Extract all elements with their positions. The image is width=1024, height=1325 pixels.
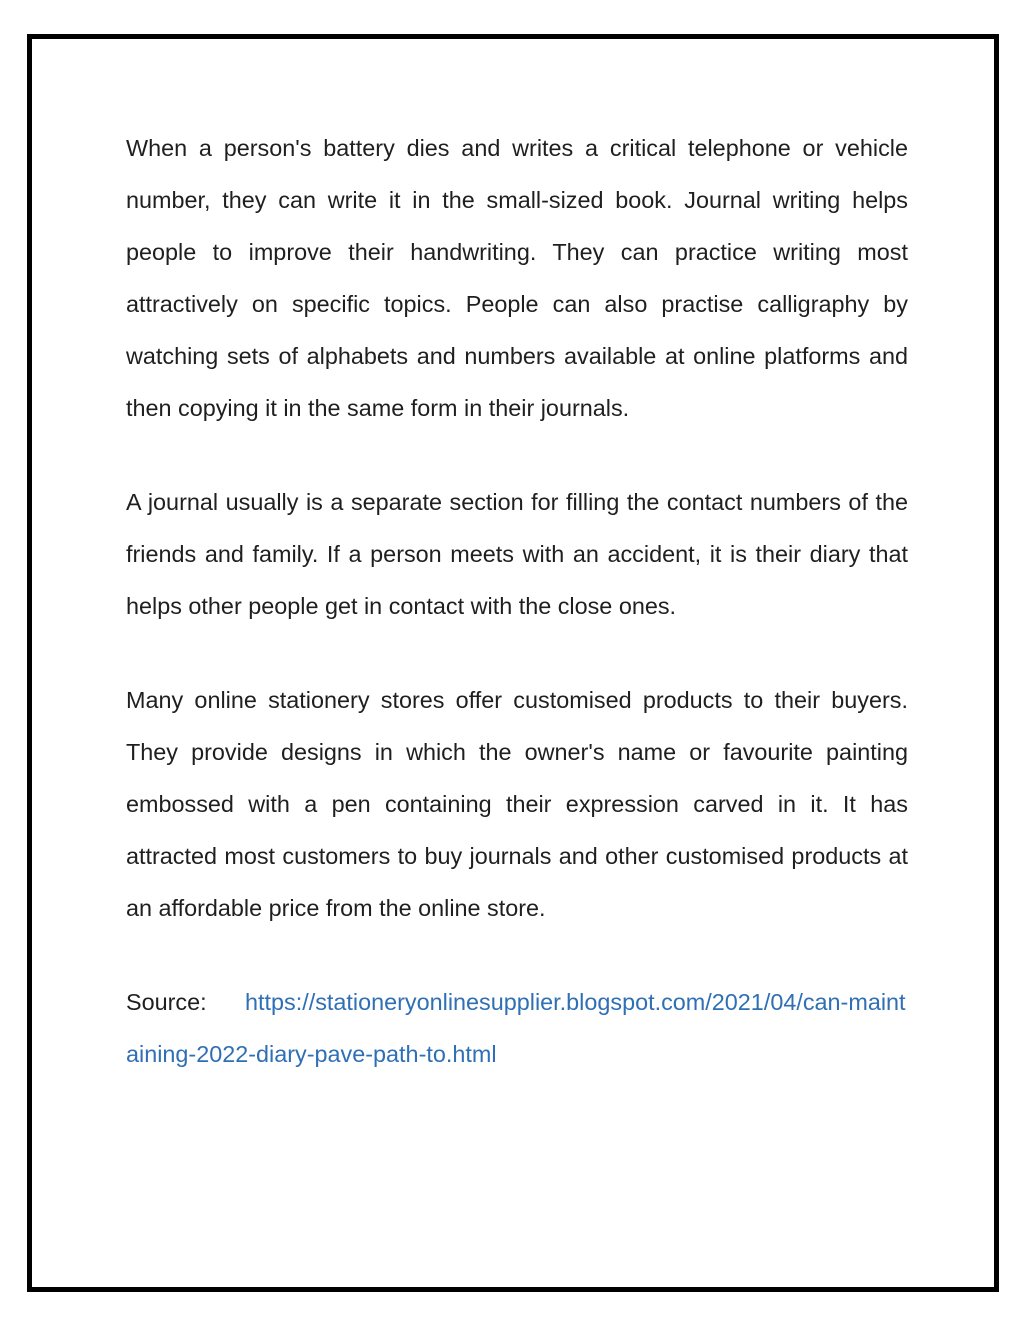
page-border bbox=[27, 34, 999, 1292]
source-label: Source: bbox=[126, 989, 207, 1015]
paragraph-3: Many online stationery stores offer customised products to their buyers. They provide designs in which the owner's name or favourite painting embossed with a pen containing their expression carved in it. It has attracted most customers to buy journals and other customised products at an affordable price from the online store. bbox=[126, 687, 908, 921]
source-link[interactable]: https://stationeryonlinesupplier.blogspot.com/2021/04/can-maintaining-2022-diary-pave-path-to.html bbox=[126, 989, 906, 1067]
paragraph-2: A journal usually is a separate section for filling the contact numbers of the friends and family. If a person meets with an accident, it is their diary that helps other people get in contact with the close ones. bbox=[126, 489, 908, 619]
source-line bbox=[126, 976, 908, 1080]
document-body bbox=[126, 122, 908, 1080]
paragraph-1: When a person's battery dies and writes a critical telephone or vehicle number, they can write it in the small-sized book. Journal writing helps people to improve their handwriting. They can practice writing most attractively on specific topics. People can also practise calligraphy by watching sets of alphabets and numbers available at online platforms and then copying it in the same form in their journals. bbox=[126, 135, 908, 421]
